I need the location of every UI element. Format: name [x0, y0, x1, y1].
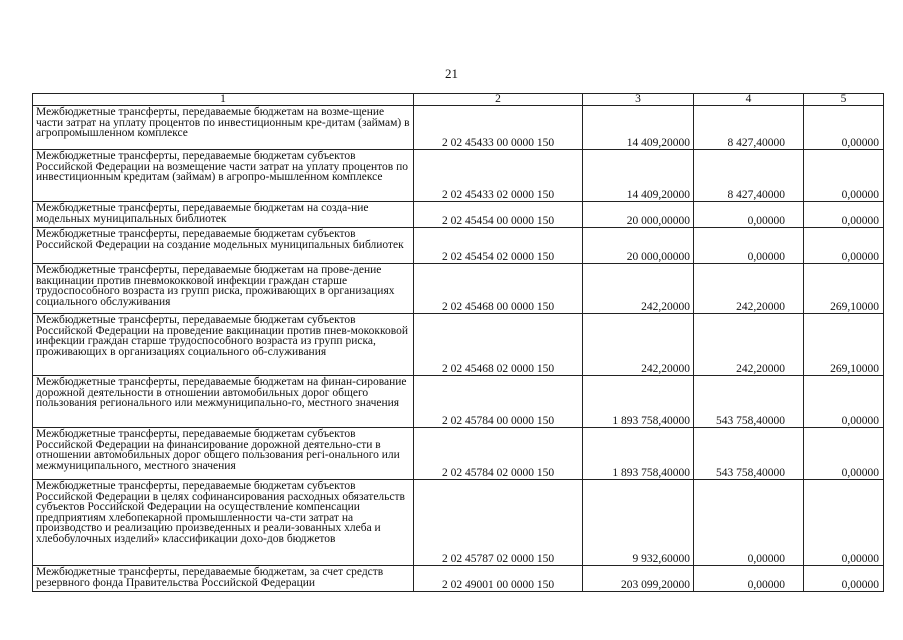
- row-value-col5: 269,10000: [804, 314, 884, 376]
- row-value-col5: 0,00000: [804, 202, 884, 228]
- header-col-2: 2: [414, 94, 583, 106]
- row-value-col3: 203 099,20000: [583, 566, 694, 592]
- row-value-col3: 242,20000: [583, 264, 694, 314]
- row-value-col3: 1 893 758,40000: [583, 428, 694, 480]
- row-value-col5: 269,10000: [804, 264, 884, 314]
- row-value-col4: 543 758,40000: [694, 376, 804, 428]
- row-value-col4: 543 758,40000: [694, 428, 804, 480]
- row-value-col4: 0,00000: [694, 566, 804, 592]
- row-code-cell: 2 02 45454 02 0000 150: [414, 228, 583, 264]
- row-value-col5: 0,00000: [804, 566, 884, 592]
- row-code-cell: 2 02 45433 00 0000 150: [414, 106, 583, 150]
- row-value-col4: 0,00000: [694, 480, 804, 566]
- row-value-col4: 0,00000: [694, 228, 804, 264]
- row-name-cell: Межбюджетные трансферты, передаваемые бюджетам субъектов Российской Федерации на создание модельных муниципальных библиотек: [33, 228, 414, 264]
- row-code-cell: 2 02 45468 00 0000 150: [414, 264, 583, 314]
- row-value-col4: 242,20000: [694, 264, 804, 314]
- row-name-cell: Межбюджетные трансферты, передаваемые бюджетам субъектов Российской Федерации на проведение вакцинации против пнев-мококковой инфекции граждан старше трудоспособного возраста из групп риска, проживающих в организациях социального об-служивания: [33, 314, 414, 376]
- row-value-col4: 8 427,40000: [694, 150, 804, 202]
- header-col-5: 5: [804, 94, 884, 106]
- table-row: [33, 106, 884, 150]
- row-name-cell: Межбюджетные трансферты, передаваемые бюджетам субъектов Российской Федерации на возмещение части затрат на уплату процентов по инвестиционным кредитам (займам) в агропро-мышленном комплексе: [33, 150, 414, 202]
- row-name-cell: Межбюджетные трансферты, передаваемые бюджетам субъектов Российской Федерации в целях софинансирования расходных обязательств субъектов Российской Федерации на осуществление компенсации предприятиям хлебопекарной промышленности ча-сти затрат на производство и реализацию произведенных и реали-зованных хлеба и хлебобулочных изделий» классификации дохо-дов бюджетов: [33, 480, 414, 566]
- table-row: [33, 264, 884, 314]
- row-code-cell: 2 02 49001 00 0000 150: [414, 566, 583, 592]
- row-value-col3: 20 000,00000: [583, 202, 694, 228]
- table-row: [33, 428, 884, 480]
- header-col-3: 3: [583, 94, 694, 106]
- row-value-col4: 8 427,40000: [694, 106, 804, 150]
- row-value-col3: 14 409,20000: [583, 106, 694, 150]
- table-row: [33, 376, 884, 428]
- table-row: [33, 480, 884, 566]
- table-row: [33, 314, 884, 376]
- row-value-col5: 0,00000: [804, 376, 884, 428]
- budget-table: [32, 93, 884, 592]
- row-value-col5: 0,00000: [804, 428, 884, 480]
- row-value-col3: 14 409,20000: [583, 150, 694, 202]
- header-col-4: 4: [694, 94, 804, 106]
- row-code-cell: 2 02 45433 02 0000 150: [414, 150, 583, 202]
- row-value-col3: 9 932,60000: [583, 480, 694, 566]
- header-col-1: 1: [33, 94, 414, 106]
- row-name-cell: Межбюджетные трансферты, передаваемые бюджетам на созда-ние модельных муниципальных библиотек: [33, 202, 414, 228]
- row-value-col5: 0,00000: [804, 106, 884, 150]
- header-row: [33, 94, 884, 106]
- table-row: [33, 202, 884, 228]
- row-name-cell: Межбюджетные трансферты, передаваемые бюджетам, за счет средств резервного фонда Правительства Российской Федерации: [33, 566, 414, 592]
- row-name-cell: Межбюджетные трансферты, передаваемые бюджетам субъектов Российской Федерации на финансирование дорожной деятельно-сти в отношении автомобильных дорог общего пользования регі-онального или межмуниципального, местного значения: [33, 428, 414, 480]
- table-row: [33, 228, 884, 264]
- row-value-col4: 242,20000: [694, 314, 804, 376]
- row-value-col3: 20 000,00000: [583, 228, 694, 264]
- row-value-col5: 0,00000: [804, 480, 884, 566]
- row-code-cell: 2 02 45784 00 0000 150: [414, 376, 583, 428]
- row-code-cell: 2 02 45468 02 0000 150: [414, 314, 583, 376]
- row-value-col5: 0,00000: [804, 150, 884, 202]
- row-name-cell: Межбюджетные трансферты, передаваемые бюджетам на возме-щение части затрат на уплату процентов по инвестиционным кре-дитам (займам) в агропромышленном комплексе: [33, 106, 414, 150]
- row-code-cell: 2 02 45784 02 0000 150: [414, 428, 583, 480]
- row-code-cell: 2 02 45787 02 0000 150: [414, 480, 583, 566]
- table-row: [33, 566, 884, 592]
- row-value-col3: 1 893 758,40000: [583, 376, 694, 428]
- row-value-col3: 242,20000: [583, 314, 694, 376]
- row-value-col5: 0,00000: [804, 228, 884, 264]
- row-code-cell: 2 02 45454 00 0000 150: [414, 202, 583, 228]
- row-name-cell: Межбюджетные трансферты, передаваемые бюджетам на прове-дение вакцинации против пневмококковой инфекции граждан старше трудоспособного возраста из групп риска, проживающих в организациях социального обслуживания: [33, 264, 414, 314]
- row-value-col4: 0,00000: [694, 202, 804, 228]
- page-number: 21: [445, 66, 458, 81]
- table-row: [33, 150, 884, 202]
- row-name-cell: Межбюджетные трансферты, передаваемые бюджетам на финан-сирование дорожной деятельности в отношении автомобильных дорог общего пользования регионального или межмуниципально-го, местного значения: [33, 376, 414, 428]
